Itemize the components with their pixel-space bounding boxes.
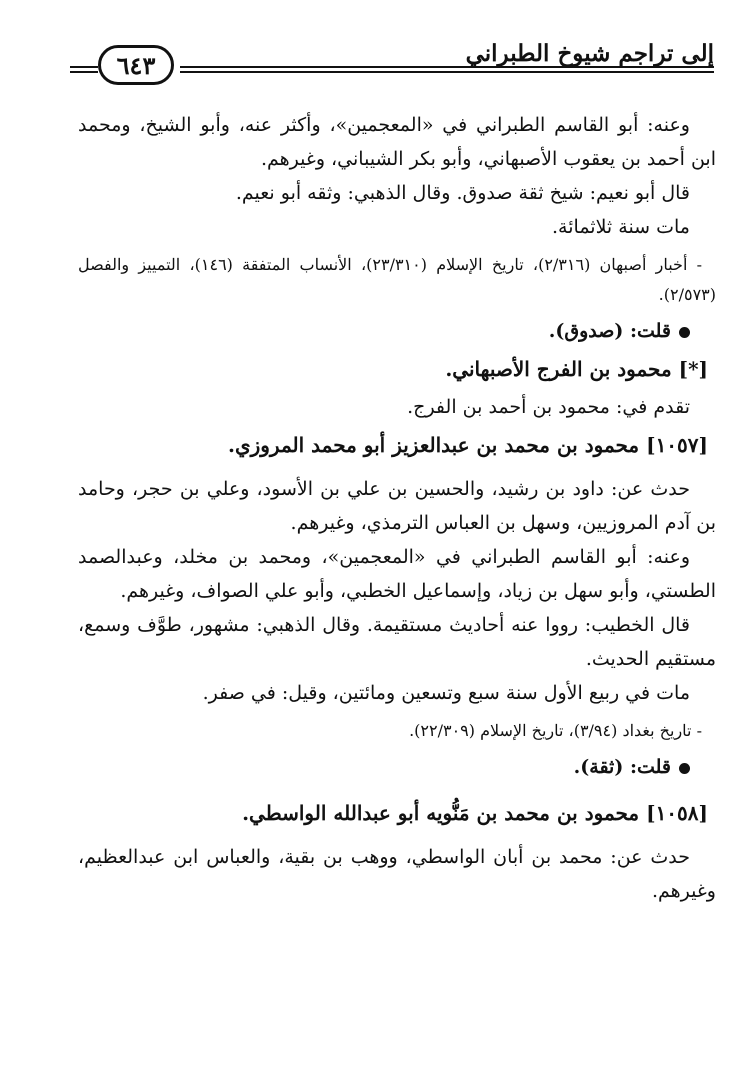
page-body [78,108,716,908]
footnote: - أخبار أصبهان (٢/٣١٦)، تاريخ الإسلام (٢٣/٣١٠)، الأنساب المتفقة (١٤٦)، التمييز والفصل (٢/٥٧٣). [78,255,716,304]
bullet-icon [679,327,690,338]
verdict [78,314,716,348]
header-rule [70,71,98,73]
paragraph: مات سنة ثلاثمائة. [552,216,690,238]
footnote: - تاريخ بغداد (٣/٩٤)، تاريخ الإسلام (٢٢/٣٠٩). [409,721,702,740]
header-rule [180,71,714,73]
verdict-text: قلت: (ثقة). [573,756,671,778]
paragraph: مات في ربيع الأول سنة سبع وتسعين ومائتين، وقيل: في صفر. [202,682,690,704]
verdict-text: قلت: (صدوق). [548,320,671,342]
paragraph: قال الخطيب: رووا عنه أحاديث مستقيمة. وقال الذهبي: مشهور، طوَّف وسمع، مستقيم الحديث. [78,614,716,670]
paragraph: وعنه: أبو القاسم الطبراني في «المعجمين»، وأكثر عنه، وأبو الشيخ، ومحمد ابن أحمد بن يعقوب الأصبهاني، وأبو بكر الشيباني، وغيرهم. [78,114,716,170]
paragraph: حدث عن: داود بن رشيد، والحسين بن علي بن الأسود، وعلي بن حجر، وحامد بن آدم المروزيين، وسهل بن العباس الترمذي، وغيرهم. [78,478,716,534]
paragraph: قال أبو نعيم: شيخ ثقة صدوق. وقال الذهبي: وثقه أبو نعيم. [235,182,690,204]
page-number: ٦٤٣ [98,45,174,85]
header-rule [70,66,98,68]
page-header [70,38,714,86]
entry-heading: [١٠٥٨] محمود بن محمد بن مَنُّويه أبو عبدالله الواسطي. [242,801,708,825]
paragraph: حدث عن: محمد بن أبان الواسطي، ووهب بن بقية، والعباس ابن عبدالعظيم، وغيرهم. [78,846,716,902]
paragraph: وعنه: أبو القاسم الطبراني في «المعجمين»، ومحمد بن مخلد، وعبدالصمد الطستي، وأبو سهل بن زياد، وإسماعيل الخطبي، وأبو علي الصواف، وغيرهم. [78,546,716,602]
header-rule [180,66,714,68]
running-title: إلى تراجم شيوخ الطبراني [465,40,714,67]
bullet-icon [679,763,690,774]
verdict [78,750,716,784]
paragraph: تقدم في: محمود بن أحمد بن الفرج. [407,396,690,418]
entry-heading: [*] محمود بن الفرج الأصبهاني. [445,357,708,381]
entry-heading: [١٠٥٧] محمود بن محمد بن عبدالعزيز أبو محمد المروزي. [227,433,708,457]
